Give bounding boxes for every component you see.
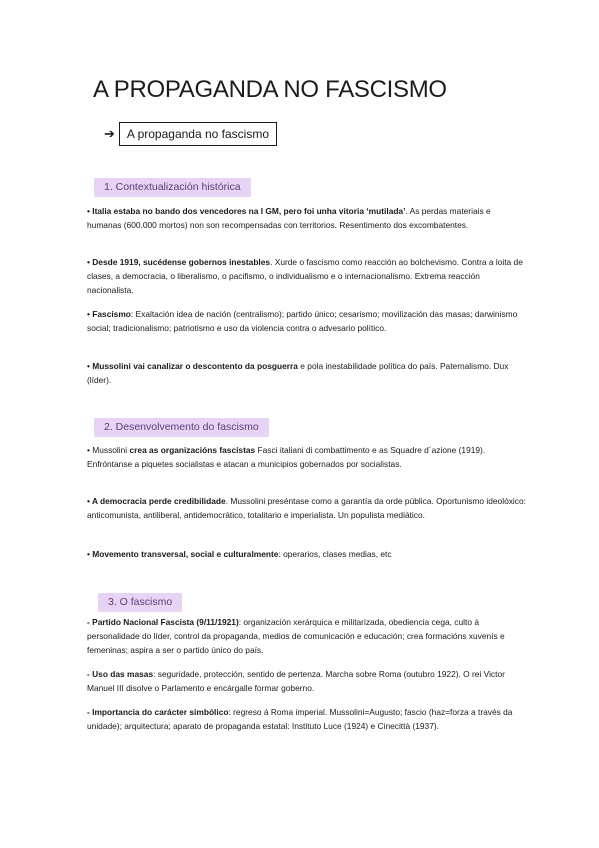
paragraph (87, 615, 527, 658)
paragraph-bold: • A democracia perde credibilidade (87, 496, 226, 506)
paragraph-text: : seguridade, protección, sentido de pertenza. Marcha sobre Roma (outubro 1922). O rei Victor Manuel III disolve o Parlamento e encárgalle formar goberno. (87, 669, 505, 694)
paragraph (87, 705, 527, 733)
paragraph-bold: - Uso das masas (87, 669, 154, 679)
paragraph-bold: • Desde 1919, sucédense gobernos inestables (87, 257, 271, 267)
paragraph (87, 255, 527, 298)
paragraph-bold: • Italia estaba no bando dos vencedores na I GM, pero foi unha vitoria ‘mutilada’ (87, 206, 406, 216)
paragraph-text: : regreso á Roma imperial. Mussolini=Augusto; fascio (haz=forza a través da unidade); arquitectura; aparato de propaganda estatal: Instituto Luce (1924) e Cinecittà (1937). (87, 707, 513, 732)
paragraph-bold: • Fascismo (87, 309, 131, 319)
section-heading-1: 1. Contextualización histórica (94, 178, 251, 197)
paragraph-text: e pola inestabilidade política do país. Paternalismo. Dux (líder). (87, 361, 509, 386)
paragraph-prefix: • Mussolini (87, 445, 130, 455)
paragraph-bold: • Movemento transversal, social e culturalmente (87, 549, 279, 559)
paragraph-text: Fasci italiani di combattimento e as Squadre d´azione (1919). Enfróntanse a piquetes socialistas e atacan a municipios gobernados por socialistas. (87, 445, 486, 470)
paragraph-bold: - Partido Nacional Fascista (9/11/1921) (87, 617, 239, 627)
paragraph-text: . Xurde o fascismo como reacción ao bolchevismo. Contra a loita de clases, a democracia, o liberalismo, o pacifismo, o individualismo e o internacionalismo. Extrema reacción nacionalista. (87, 257, 523, 296)
paragraph (87, 547, 527, 561)
paragraph-text: . As perdas materiais e humanas (600.000 mortos) non son recompensadas con territorios. Resentimento dos excombatentes. (87, 206, 491, 231)
paragraph-bold: crea as organizacións fascistas (129, 445, 256, 455)
subtitle-row (104, 122, 277, 146)
paragraph-text: : Exaltación idea de nación (centralismo); partido único; cesarismo; movilización das masas; darwinismo social; tradicionalismo; patriotismo e uso da violencia contra o advesario político. (87, 309, 518, 334)
paragraph (87, 204, 527, 232)
paragraph-bold: • Mussolini vai canalizar o descontento da posguerra (87, 361, 298, 371)
subtitle-box: A propaganda no fascismo (119, 122, 277, 146)
paragraph (87, 359, 527, 387)
section-heading-3: 3. O fascismo (98, 593, 182, 612)
page-title: A PROPAGANDA NO FASCISMO (93, 76, 447, 103)
arrow-right-icon: ➔ (104, 126, 115, 141)
paragraph (87, 443, 527, 471)
paragraph-text: : operarios, clases medias, etc (278, 549, 392, 559)
paragraph-text: . Mussolini preséntase como a garantía da orde pública. Oportunismo ideolóxico: anticomunista, antiliberal, antidemocrático, totalitario e imperialista. Un populista mediático. (87, 496, 526, 521)
paragraph-text: : organización xerárquica e militarizada, obediencia cega, culto á personalidade do líder, control da propaganda, medios de comunicación e educación; crea formacións xuvenís e femeninas; aspira a ser o partido único do país. (87, 617, 505, 656)
paragraph (87, 494, 527, 522)
paragraph-bold: - Importancia do carácter simbólico (87, 707, 229, 717)
paragraph (87, 667, 527, 695)
section-heading-2: 2. Desenvolvemento do fascismo (94, 418, 269, 437)
paragraph (87, 307, 527, 335)
